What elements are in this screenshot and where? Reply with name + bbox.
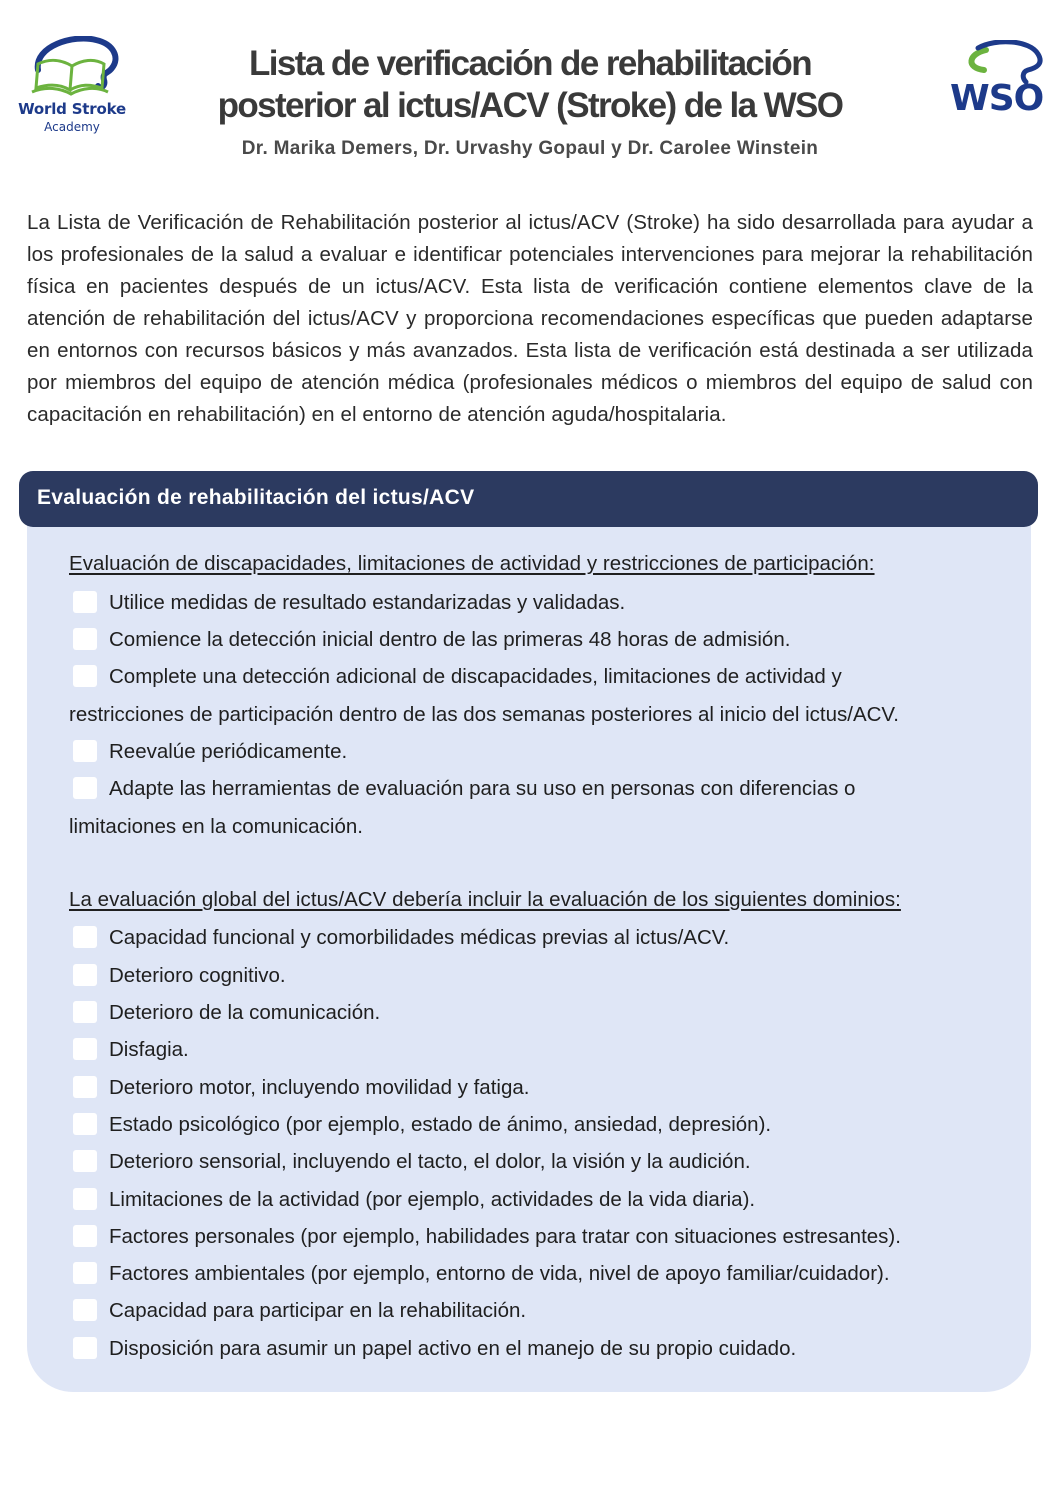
intro-paragraph: La Lista de Verificación de Rehabilitación posterior al ictus/ACV (Stroke) ha sido desarrollada para ayudar a los profesionales de la salud a evaluar e identificar potenciales intervenciones para mejorar la rehabilitación física en pacientes después de un ictus/ACV. Esta lista de verificación contiene elementos clave de la atención de rehabilitación del ictus/ACV y proporciona recomendaciones específicas que pueden adaptarse en entornos con recursos básicos y más avanzados. Esta lista de verificación está destinada a ser utilizada por miembros del equipo de atención médica (profesionales médicos o miembros del equipo de salud con capacitación en rehabilitación) en el entorno de atención aguda/hospitalaria. — [27, 210, 1033, 426]
checkbox[interactable] — [73, 926, 97, 948]
item-text: Deterioro motor, incluyendo movilidad y fatiga. — [109, 1076, 530, 1099]
wso-logo-text: WSO — [950, 78, 1044, 119]
checkbox[interactable] — [73, 1150, 97, 1172]
section-header — [19, 471, 1038, 527]
checkbox[interactable] — [73, 1262, 97, 1284]
checkbox[interactable] — [73, 1299, 97, 1321]
logo-subtitle: Academy — [44, 120, 100, 134]
page-title — [150, 43, 910, 127]
checkbox[interactable] — [73, 1038, 97, 1060]
checkbox[interactable] — [73, 591, 97, 613]
item-text: Comience la detección inicial dentro de las primeras 48 horas de admisión. — [109, 628, 791, 651]
checklist-item — [69, 957, 1039, 995]
group-heading: La evaluación global del ictus/ACV debería incluir la evaluación de los siguientes dominios: — [69, 888, 901, 911]
checklist-item — [69, 658, 1039, 696]
item-text: Deterioro sensorial, incluyendo el tacto, el dolor, la visión y la audición. — [109, 1150, 751, 1173]
checkbox[interactable] — [73, 1337, 97, 1359]
item-text: Limitaciones de la actividad (por ejemplo, actividades de la vida diaria). — [109, 1188, 756, 1211]
item-text: Disposición para asumir un papel activo en el manejo de su propio cuidado. — [109, 1337, 797, 1360]
checklist-item-continuation — [69, 696, 1039, 734]
logo-title: World Stroke — [18, 100, 126, 118]
world-stroke-academy-logo — [10, 36, 134, 142]
checklist-item — [69, 1292, 1039, 1330]
checklist-item — [69, 770, 1039, 808]
checkbox[interactable] — [73, 665, 97, 687]
checkbox[interactable] — [73, 964, 97, 986]
checkbox[interactable] — [73, 1225, 97, 1247]
item-text: Reevalúe periódicamente. — [109, 740, 348, 763]
item-text: Capacidad para participar en la rehabilitación. — [109, 1299, 527, 1322]
checklist-item-continuation — [69, 808, 1039, 846]
checklist-item — [69, 994, 1039, 1032]
item-text: Deterioro de la comunicación. — [109, 1001, 381, 1024]
checkbox[interactable] — [73, 1001, 97, 1023]
checkbox[interactable] — [73, 777, 97, 799]
checklist-item — [69, 1255, 1039, 1293]
checklist-item — [69, 1218, 1039, 1256]
item-text-continuation: restricciones de participación dentro de las dos semanas posteriores al inicio del ictus/ACV. — [69, 703, 899, 726]
checklist-item — [69, 1181, 1039, 1219]
checklist-item — [69, 584, 1039, 622]
checklist-item — [69, 1330, 1039, 1368]
checklist-item — [69, 1069, 1039, 1107]
item-text: Estado psicológico (por ejemplo, estado de ánimo, ansiedad, depresión). — [109, 1113, 772, 1136]
item-text: Factores personales (por ejemplo, habilidades para tratar con situaciones estresantes). — [109, 1225, 901, 1248]
wso-logo — [946, 40, 1054, 124]
checklist-item — [69, 1143, 1039, 1181]
item-text: Adapte las herramientas de evaluación para su uso en personas con diferencias o — [109, 777, 856, 800]
title-line-2: posterior al ictus/ACV (Stroke) de la WSO — [217, 86, 843, 125]
title-line-1: Lista de verificación de rehabilitación — [249, 44, 811, 83]
book-head-icon — [24, 36, 124, 100]
checkbox[interactable] — [73, 628, 97, 650]
item-text: Disfagia. — [109, 1038, 189, 1061]
checklist-item — [69, 1106, 1039, 1144]
checklist-item — [69, 919, 1039, 957]
item-text-continuation: limitaciones en la comunicación. — [69, 815, 363, 838]
checkbox[interactable] — [73, 1113, 97, 1135]
item-text: Complete una detección adicional de discapacidades, limitaciones de actividad y — [109, 665, 842, 688]
section-title: Evaluación de rehabilitación del ictus/ACV — [37, 486, 475, 509]
item-text: Capacidad funcional y comorbilidades médicas previas al ictus/ACV. — [109, 926, 730, 949]
item-text: Deterioro cognitivo. — [109, 964, 286, 987]
checkbox[interactable] — [73, 1076, 97, 1098]
item-text: Utilice medidas de resultado estandarizadas y validadas. — [109, 591, 626, 614]
item-text: Factores ambientales (por ejemplo, entorno de vida, nivel de apoyo familiar/cuidador). — [109, 1262, 890, 1285]
group-heading: Evaluación de discapacidades, limitaciones de actividad y restricciones de participación: — [69, 552, 875, 575]
checkbox[interactable] — [73, 1188, 97, 1210]
checklist-item — [69, 1031, 1039, 1069]
checklist-item — [69, 733, 1039, 771]
checklist-item — [69, 621, 1039, 659]
authors: Dr. Marika Demers, Dr. Urvashy Gopaul y Dr. Carolee Winstein — [241, 138, 819, 159]
checkbox[interactable] — [73, 740, 97, 762]
